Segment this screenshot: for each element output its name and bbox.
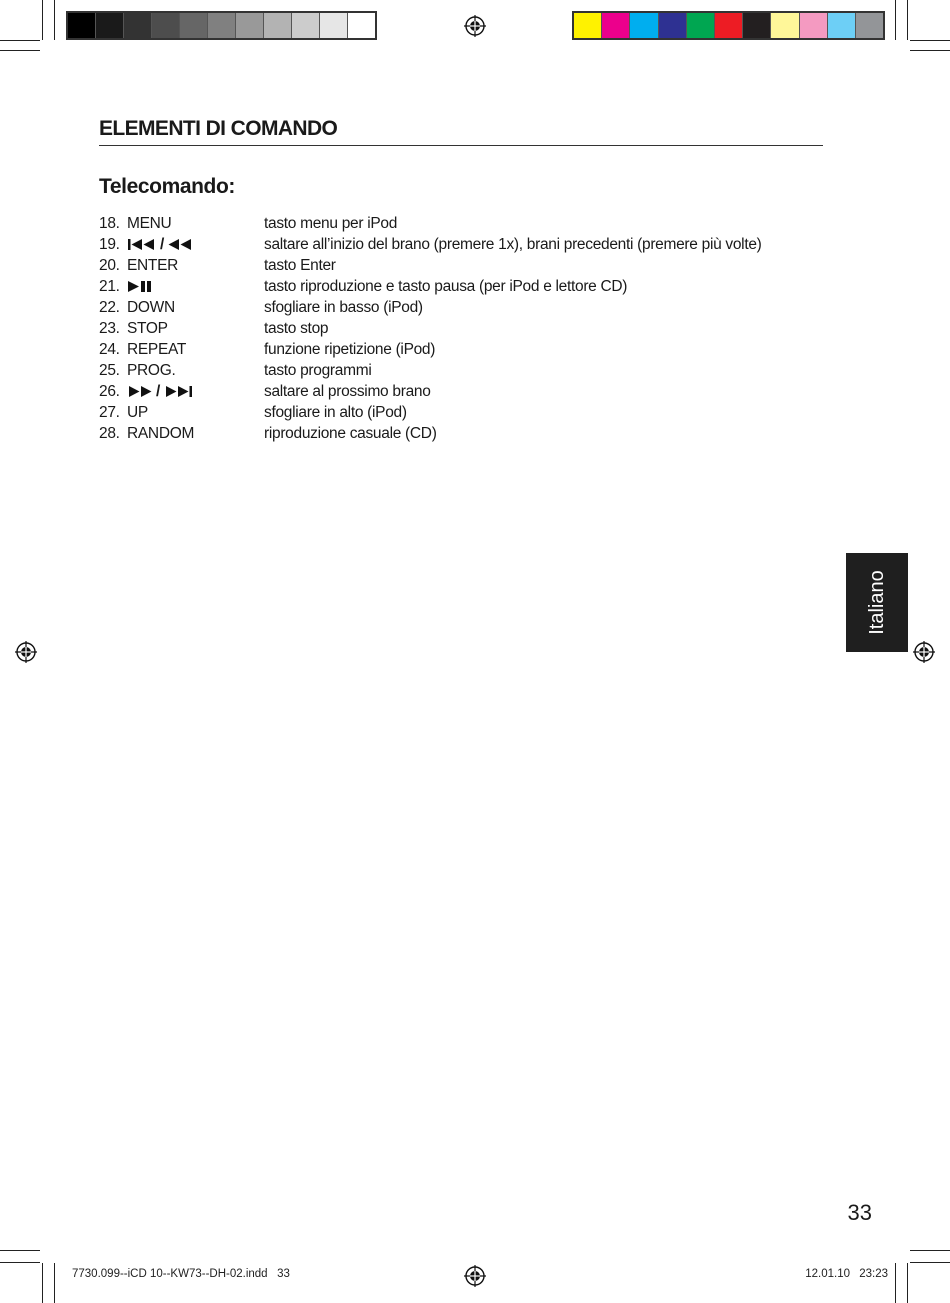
color-swatch <box>629 13 657 38</box>
list-item <box>99 339 839 360</box>
item-description: tasto programmi <box>264 362 372 379</box>
item-description: tasto stop <box>264 320 329 337</box>
item-description: tasto Enter <box>264 257 336 274</box>
item-number: 27. <box>99 404 120 421</box>
item-number: 18. <box>99 215 120 232</box>
gray-swatch <box>263 13 291 38</box>
registration-mark-icon <box>913 641 935 663</box>
slug-filename: 7730.099--iCD 10--KW73--DH-02.indd 33 <box>72 1268 290 1280</box>
item-description: tasto riproduzione e tasto pausa (per iPod e lettore CD) <box>264 278 628 295</box>
color-swatch <box>686 13 714 38</box>
item-number: 28. <box>99 425 120 442</box>
item-number: 19. <box>99 236 120 253</box>
item-number: 26. <box>99 383 120 400</box>
slug-datetime <box>805 1268 888 1280</box>
gray-swatch <box>95 13 123 38</box>
section-title: ELEMENTI DI COMANDO <box>99 117 338 140</box>
slug-date: 12.01.10 <box>805 1268 851 1280</box>
item-description: sfogliare in alto (iPod) <box>264 404 407 421</box>
gray-swatch <box>207 13 235 38</box>
item-number: 24. <box>99 341 120 358</box>
item-key: ENTER <box>127 257 179 274</box>
language-tab-label: Italiano <box>866 570 888 635</box>
color-swatch <box>770 13 798 38</box>
color-swatch <box>799 13 827 38</box>
language-tab <box>846 553 908 652</box>
list-item <box>99 402 839 423</box>
item-description: sfogliare in basso (iPod) <box>264 299 423 316</box>
item-key: RANDOM <box>127 425 195 442</box>
color-swatch <box>658 13 686 38</box>
item-key <box>127 234 193 255</box>
gray-swatch <box>347 13 375 38</box>
list-item <box>99 234 839 255</box>
item-number: 23. <box>99 320 120 337</box>
item-number: 21. <box>99 278 120 295</box>
item-description: saltare al prossimo brano <box>264 383 431 400</box>
grayscale-color-bar <box>66 11 377 40</box>
gray-swatch <box>68 13 95 38</box>
item-description: saltare all’inizio del brano (premere 1x), brani precedenti (premere più volte) <box>264 236 762 253</box>
color-swatch <box>742 13 770 38</box>
item-key: STOP <box>127 320 168 337</box>
gray-swatch <box>319 13 347 38</box>
list-item <box>99 381 839 402</box>
gray-swatch <box>123 13 151 38</box>
item-number: 22. <box>99 299 120 316</box>
item-key <box>127 276 155 297</box>
list-item <box>99 255 839 276</box>
color-swatch <box>855 13 883 38</box>
play-pause-icon <box>127 280 155 293</box>
registration-mark-icon <box>464 15 486 37</box>
list-item <box>99 213 839 234</box>
item-key: MENU <box>127 215 172 232</box>
list-item <box>99 297 839 318</box>
gray-swatch <box>291 13 319 38</box>
gray-swatch <box>151 13 179 38</box>
title-divider <box>99 145 823 146</box>
gray-swatch <box>179 13 207 38</box>
item-key <box>127 381 193 402</box>
gray-swatch <box>235 13 263 38</box>
item-key: REPEAT <box>127 341 187 358</box>
rewind-icon <box>167 238 193 251</box>
key-separator: / <box>156 383 161 400</box>
skip-next-icon <box>163 385 193 398</box>
item-description: tasto menu per iPod <box>264 215 398 232</box>
color-swatch <box>714 13 742 38</box>
item-key: UP <box>127 404 148 421</box>
item-key: DOWN <box>127 299 175 316</box>
slug-time: 23:23 <box>859 1268 888 1280</box>
list-item <box>99 276 839 297</box>
page-number: 33 <box>847 1200 872 1225</box>
item-description: funzione ripetizione (iPod) <box>264 341 436 358</box>
item-number: 20. <box>99 257 120 274</box>
color-swatch <box>601 13 629 38</box>
skip-previous-icon <box>127 238 157 251</box>
item-description: riproduzione casuale (CD) <box>264 425 437 442</box>
key-separator: / <box>160 236 165 253</box>
color-swatch <box>827 13 855 38</box>
list-item <box>99 423 839 444</box>
remote-control-subtitle: Telecomando: <box>99 175 235 198</box>
registration-mark-icon <box>15 641 37 663</box>
list-item <box>99 318 839 339</box>
controls-list <box>99 213 839 444</box>
registration-mark-icon <box>464 1265 486 1287</box>
item-key: PROG. <box>127 362 176 379</box>
item-number: 25. <box>99 362 120 379</box>
color-swatch <box>574 13 601 38</box>
process-color-bar <box>572 11 885 40</box>
list-item <box>99 360 839 381</box>
fast-forward-icon <box>127 385 153 398</box>
